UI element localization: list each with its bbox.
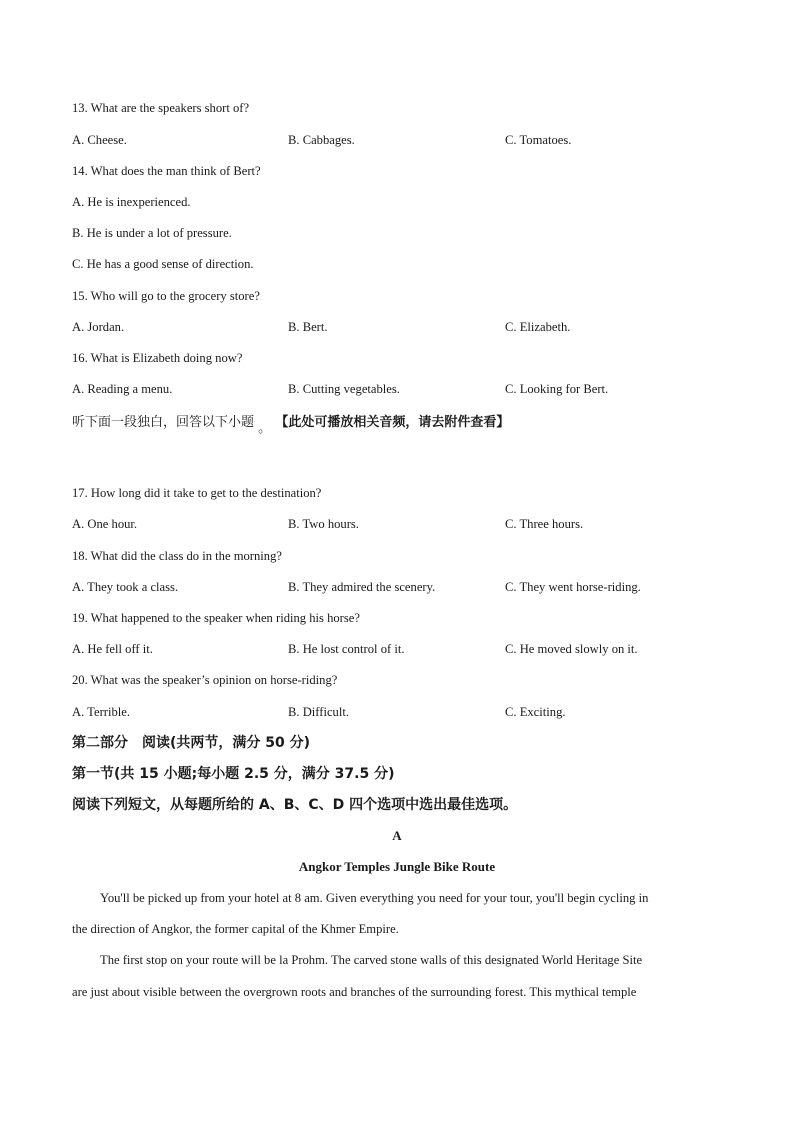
option-15a: A. Jordan.	[72, 320, 125, 334]
question-19: 19. What happened to the speaker when riding his horse?	[72, 611, 360, 625]
section-heading: 第二部分 阅读(共两节，满分 50 分)	[72, 735, 311, 751]
subsection-heading: 第一节(共 15 小题;每小题 2.5 分，满分 37.5 分)	[72, 766, 395, 782]
option-14b: B. He is under a lot of pressure.	[72, 226, 232, 240]
option-14c: C. He has a good sense of direction.	[72, 257, 254, 271]
passage-letter: A	[392, 828, 402, 843]
option-17c: C. Three hours.	[505, 517, 584, 531]
question-17: 17. How long did it take to get to the destination?	[72, 486, 322, 500]
option-18c: C. They went horse-riding.	[505, 580, 641, 594]
question-15: 15. Who will go to the grocery store?	[72, 289, 260, 303]
option-16a: A. Reading a menu.	[72, 382, 173, 396]
option-19a: A. He fell off it.	[72, 642, 153, 656]
option-14a: A. He is inexperienced.	[72, 195, 191, 209]
option-13c: C. Tomatoes.	[505, 133, 572, 147]
question-20: 20. What was the speaker’s opinion on horse-riding?	[72, 673, 338, 687]
option-15c: C. Elizabeth.	[505, 320, 571, 334]
option-15b: B. Bert.	[288, 320, 328, 334]
option-13a: A. Cheese.	[72, 133, 127, 147]
question-13: 13. What are the speakers short of?	[72, 101, 250, 115]
option-18a: A. They took a class.	[72, 580, 179, 594]
option-18b: B. They admired the scenery.	[288, 580, 436, 594]
passage-line-3: The first stop on your route will be la Prohm. The carved stone walls of this designated World Heritage Site	[100, 953, 643, 967]
option-20b: B. Difficult.	[288, 705, 349, 719]
option-16b: B. Cutting vegetables.	[288, 382, 400, 396]
option-19b: B. He lost control of it.	[288, 642, 405, 656]
option-20c: C. Exciting.	[505, 705, 566, 719]
question-16: 16. What is Elizabeth doing now?	[72, 351, 243, 365]
reading-instruction: 阅读下列短文，从每题所给的 A、B、C、D 四个选项中选出最佳选项。	[72, 797, 518, 813]
option-17a: A. One hour.	[72, 517, 138, 531]
option-20a: A. Terrible.	[72, 705, 130, 719]
instruction-text: 听下面一段独白，回答以下小题	[72, 415, 255, 430]
option-13b: B. Cabbages.	[288, 133, 355, 147]
question-18: 18. What did the class do in the morning?	[72, 549, 282, 563]
passage-line-4: are just about visible between the overgrown roots and branches of the surrounding forest. This mythical temple	[72, 985, 637, 999]
passage-line-2: the direction of Angkor, the former capital of the Khmer Empire.	[72, 922, 399, 936]
option-17b: B. Two hours.	[288, 517, 359, 531]
option-19c: C. He moved slowly on it.	[505, 642, 638, 656]
question-14: 14. What does the man think of Bert?	[72, 164, 261, 178]
passage-title: Angkor Temples Jungle Bike Route	[298, 859, 496, 874]
option-16c: C. Looking for Bert.	[505, 382, 609, 396]
audio-note: 【此处可播放相关音频，请去附件查看】	[275, 415, 510, 430]
instruction-mark: 。	[258, 421, 272, 436]
monologue-instruction	[72, 415, 510, 436]
passage-line-1: You'll be picked up from your hotel at 8 am. Given everything you need for your tour, you'll begin cycling in	[100, 891, 649, 905]
